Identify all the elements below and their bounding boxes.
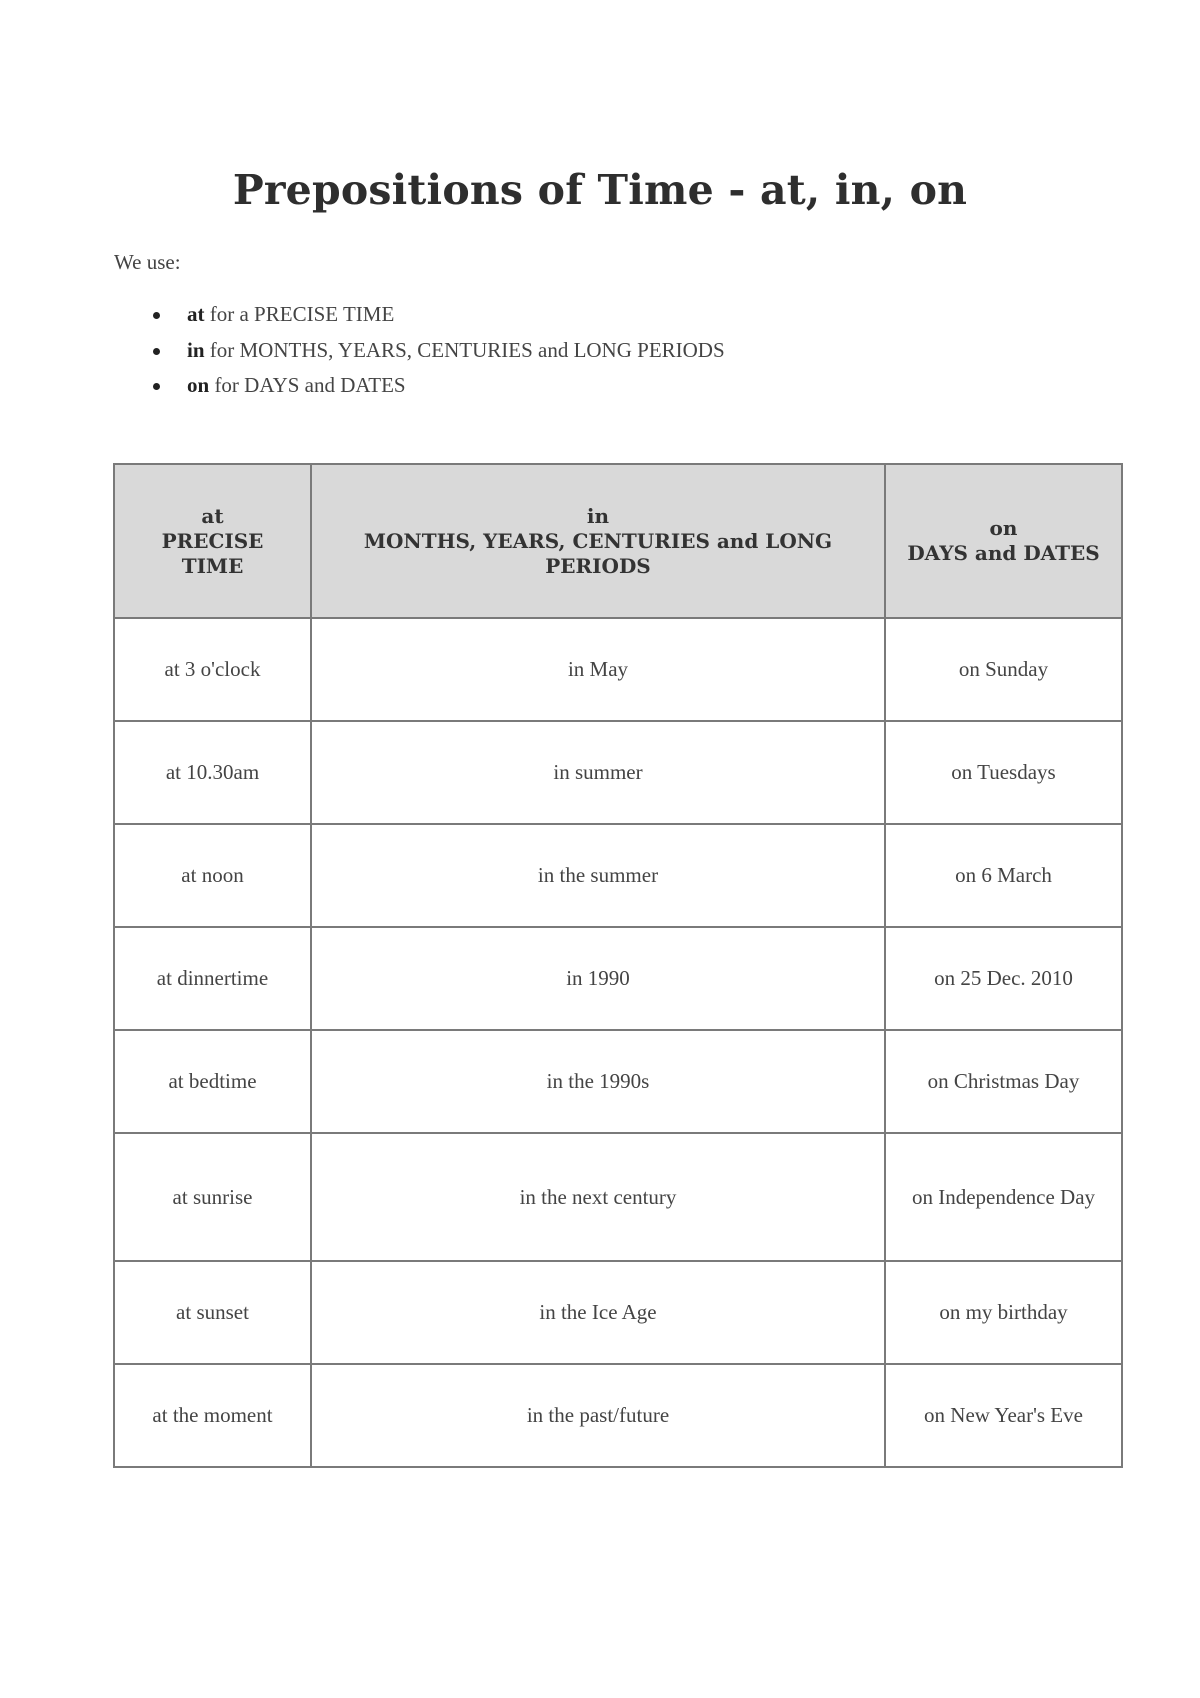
usage-keyword: at: [187, 302, 205, 326]
table-cell: at 3 o'clock: [114, 618, 311, 721]
table-row: [114, 824, 1122, 927]
header-word: in: [586, 503, 610, 528]
table-cell: on Tuesdays: [885, 721, 1122, 824]
table-cell: in summer: [311, 721, 885, 824]
usage-item-in: [114, 333, 725, 369]
table-row: [114, 1261, 1122, 1364]
table-row: [114, 721, 1122, 824]
table-cell: at noon: [114, 824, 311, 927]
table-cell: on Christmas Day: [885, 1030, 1122, 1133]
header-cell-on: [885, 464, 1122, 618]
table-cell: on New Year's Eve: [885, 1364, 1122, 1467]
bullet-icon: [153, 348, 160, 355]
table-cell: in May: [311, 618, 885, 721]
header-cell-in: [311, 464, 885, 618]
header-desc: MONTHS, YEARS, CENTURIES and LONG PERIODS: [363, 528, 833, 578]
header-cell-at: [114, 464, 311, 618]
table-row: [114, 1364, 1122, 1467]
table-cell: in the next century: [311, 1133, 885, 1261]
usage-item-on: [114, 368, 725, 404]
table-cell: at dinnertime: [114, 927, 311, 1030]
usage-keyword: on: [187, 373, 210, 397]
usage-text: for DAYS and DATES: [209, 373, 406, 397]
table-cell: at the moment: [114, 1364, 311, 1467]
table-cell: on Independence Day: [885, 1133, 1122, 1261]
header-desc: DAYS and DATES: [907, 541, 1100, 565]
table-cell: at sunrise: [114, 1133, 311, 1261]
header-desc: PRECISE TIME: [161, 528, 264, 578]
usage-item-at: [114, 297, 725, 333]
table-header-row: [114, 464, 1122, 618]
table-cell: on my birthday: [885, 1261, 1122, 1364]
intro-text: We use:: [114, 250, 181, 274]
usage-list: [114, 297, 725, 404]
bullet-icon: [153, 312, 160, 319]
table-cell: on Sunday: [885, 618, 1122, 721]
table-cell: at sunset: [114, 1261, 311, 1364]
table-cell: in the Ice Age: [311, 1261, 885, 1364]
table-cell: at 10.30am: [114, 721, 311, 824]
usage-text: for a PRECISE TIME: [204, 302, 395, 326]
header-word: at: [201, 503, 224, 528]
header-word: on: [989, 516, 1018, 540]
table-cell: at bedtime: [114, 1030, 311, 1133]
table-cell: on 25 Dec. 2010: [885, 927, 1122, 1030]
table-cell: in 1990: [311, 927, 885, 1030]
table-row: [114, 1030, 1122, 1133]
page-title: Prepositions of Time - at, in, on: [232, 166, 968, 214]
table-cell: on 6 March: [885, 824, 1122, 927]
usage-text: for MONTHS, YEARS, CENTURIES and LONG PERIODS: [204, 337, 725, 362]
table-cell: in the past/future: [311, 1364, 885, 1467]
table-row: [114, 618, 1122, 721]
table-row: [114, 1133, 1122, 1261]
table-cell: in the summer: [311, 824, 885, 927]
usage-keyword: in: [187, 337, 205, 362]
prepositions-table: [113, 463, 1123, 1468]
bullet-icon: [153, 383, 160, 390]
table-cell: in the 1990s: [311, 1030, 885, 1133]
table-row: [114, 927, 1122, 1030]
